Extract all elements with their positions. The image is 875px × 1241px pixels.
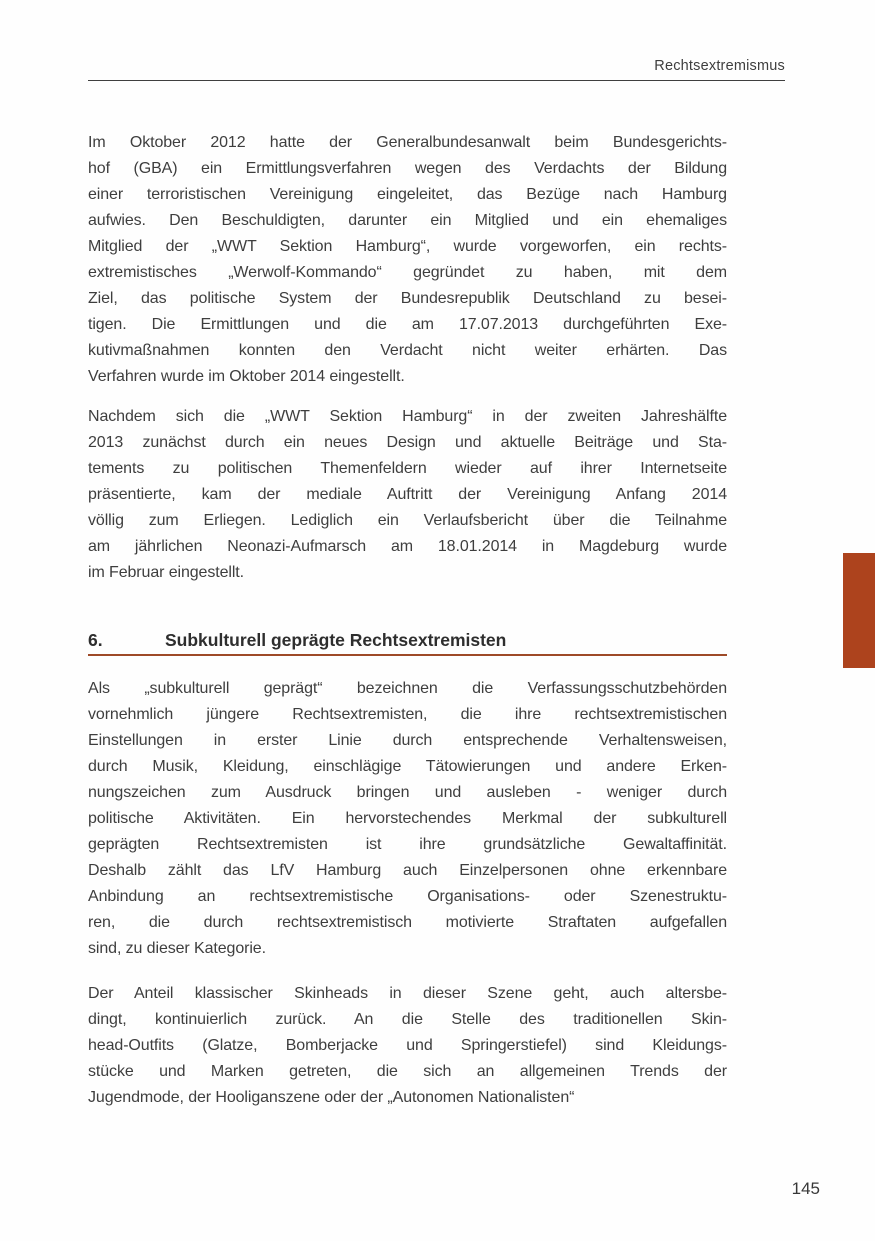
section-heading — [88, 630, 727, 656]
text-line: tements zu politischen Themenfeldern wieder auf ihrer Internetseite — [88, 460, 727, 477]
text-line: nungszeichen zum Ausdruck bringen und ausleben - weniger durch — [88, 784, 727, 801]
text-line: ren, die durch rechtsextremistisch motivierte Straftaten aufgefallen — [88, 914, 727, 931]
text-line: 2013 zunächst durch ein neues Design und aktuelle Beiträge und Sta- — [88, 434, 727, 451]
text-line: einer terroristischen Vereinigung eingeleitet, das Bezüge nach Hamburg — [88, 186, 727, 203]
section-title: Subkulturell geprägte Rechtsextremisten — [165, 630, 507, 650]
body-paragraph-2 — [88, 404, 727, 586]
text-line: sind, zu dieser Kategorie. — [88, 940, 266, 957]
text-line: Ziel, das politische System der Bundesrepublik Deutschland zu besei- — [88, 290, 727, 307]
text-line: Der Anteil klassischer Skinheads in dieser Szene geht, auch altersbe- — [88, 985, 727, 1002]
text-line: kutivmaßnahmen konnten den Verdacht nicht weiter erhärten. Das — [88, 342, 727, 359]
text-line: extremistisches „Werwolf-Kommando“ gegründet zu haben, mit dem — [88, 264, 727, 281]
text-line: stücke und Marken getreten, die sich an allgemeinen Trends der — [88, 1063, 727, 1080]
text-line: Anbindung an rechtsextremistische Organisations- oder Szenestruktu- — [88, 888, 727, 905]
text-line: völlig zum Erliegen. Lediglich ein Verlaufsbericht über die Teilnahme — [88, 512, 727, 529]
chapter-side-tab — [843, 553, 875, 668]
body-paragraph-4 — [88, 981, 727, 1111]
header-rule — [88, 80, 785, 81]
text-line: hof (GBA) ein Ermittlungsverfahren wegen des Verdachts der Bildung — [88, 160, 727, 177]
running-header: Rechtsextremismus — [654, 58, 785, 74]
text-line: Jugendmode, der Hooliganszene oder der „Autonomen Nationalisten“ — [88, 1089, 575, 1106]
text-line: tigen. Die Ermittlungen und die am 17.07.2013 durchgeführten Exe- — [88, 316, 727, 333]
text-line: vornehmlich jüngere Rechtsextremisten, die ihre rechtsextremistischen — [88, 706, 727, 723]
text-line: head-Outfits (Glatze, Bomberjacke und Springerstiefel) sind Kleidungs- — [88, 1037, 727, 1054]
text-line: Nachdem sich die „WWT Sektion Hamburg“ in der zweiten Jahreshälfte — [88, 408, 727, 425]
text-line: präsentierte, kam der mediale Auftritt der Vereinigung Anfang 2014 — [88, 486, 727, 503]
body-paragraph-3 — [88, 676, 727, 962]
text-line: politische Aktivitäten. Ein hervorstechendes Merkmal der subkulturell — [88, 810, 727, 827]
text-line: Einstellungen in erster Linie durch entsprechende Verhaltensweisen, — [88, 732, 727, 749]
text-line: durch Musik, Kleidung, einschlägige Tätowierungen und andere Erken- — [88, 758, 727, 775]
page-number: 145 — [791, 1179, 820, 1198]
text-line: am jährlichen Neonazi-Aufmarsch am 18.01.2014 in Magdeburg wurde — [88, 538, 727, 555]
text-line: geprägten Rechtsextremisten ist ihre grundsätzliche Gewaltaffinität. — [88, 836, 727, 853]
text-line: Verfahren wurde im Oktober 2014 eingestellt. — [88, 368, 405, 385]
text-line: Mitglied der „WWT Sektion Hamburg“, wurde vorgeworfen, ein rechts- — [88, 238, 727, 255]
text-line: Als „subkulturell geprägt“ bezeichnen die Verfassungsschutzbehörden — [88, 680, 727, 697]
body-paragraph-1 — [88, 130, 727, 390]
section-number: 6. — [88, 630, 103, 650]
text-line: Deshalb zählt das LfV Hamburg auch Einzelpersonen ohne erkennbare — [88, 862, 727, 879]
text-line: dingt, kontinuierlich zurück. An die Stelle des traditionellen Skin- — [88, 1011, 727, 1028]
text-line: Im Oktober 2012 hatte der Generalbundesanwalt beim Bundesgerichts- — [88, 134, 727, 151]
text-line: im Februar eingestellt. — [88, 564, 244, 581]
text-line: aufwies. Den Beschuldigten, darunter ein Mitglied und ein ehemaliges — [88, 212, 727, 229]
